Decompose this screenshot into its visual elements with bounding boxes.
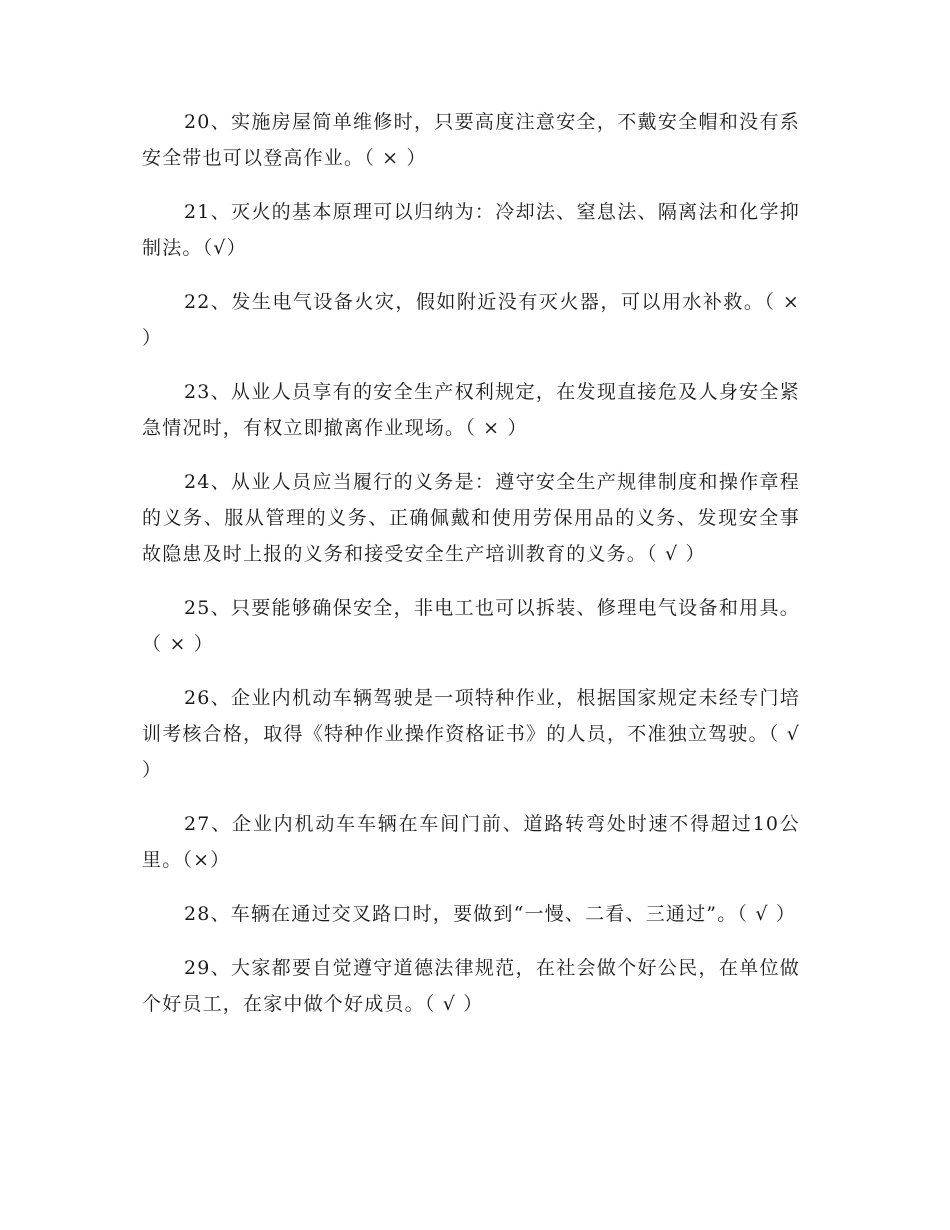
- question-28: 28、车辆在通过交叉路口时，要做到“一慢、二看、三通过”。（ √ ）: [184, 903, 797, 925]
- question-27: 27、企业内机动车车辆在车间门前、道路转弯处时速不得超过10公里。（×）: [142, 813, 800, 871]
- question-29: 29、大家都要自觉遵守道德法律规范，在社会做个好公民，在单位做个好员工，在家中做个好成员。（ √ ）: [142, 957, 800, 1015]
- question-list: [142, 104, 800, 1040]
- question-24: 24、从业人员应当履行的义务是：遵守安全生产规律制度和操作章程的义务、服从管理的义务、正确佩戴和使用劳保用品的义务、发现安全事故隐患及时上报的义务和接受安全生产培训教育的义务。（ √ ）: [142, 471, 800, 565]
- question-20: 20、实施房屋简单维修时，只要高度注意安全，不戴安全帽和没有系安全带也可以登高作业。（ × ）: [142, 111, 800, 169]
- question-21: 21、灭火的基本原理可以归纳为：冷却法、窒息法、隔离法和化学抑制法。（√）: [142, 201, 800, 259]
- question-22: 22、发生电气设备火灾，假如附近没有灭火器，可以用水补救。（ × ）: [142, 291, 800, 349]
- question-25: 25、只要能够确保安全，非电工也可以拆装、修理电气设备和用具。（ × ）: [142, 597, 800, 655]
- question-23: 23、从业人员享有的安全生产权利规定，在发现直接危及人身安全紧急情况时，有权立即撤离作业现场。（ × ）: [142, 381, 800, 439]
- question-26: 26、企业内机动车辆驾驶是一项特种作业，根据国家规定未经专门培训考核合格，取得《特种作业操作资格证书》的人员，不准独立驾驶。（ √ ）: [142, 687, 800, 781]
